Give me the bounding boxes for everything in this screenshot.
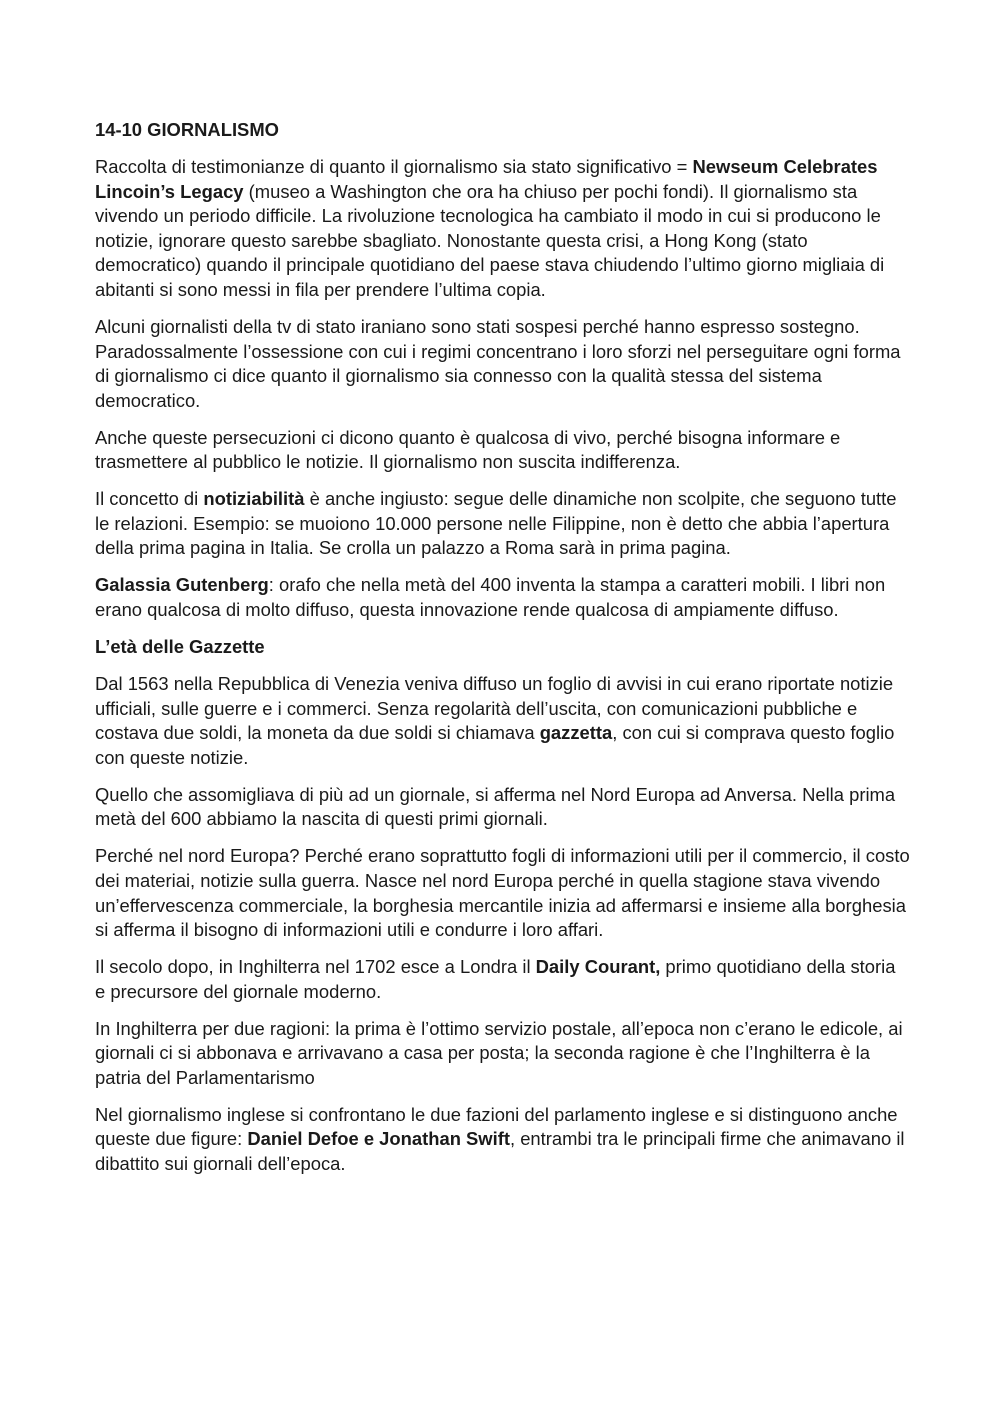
paragraph-defoe-swift [95,1103,910,1177]
paragraph-text: , con cui si comprava questo foglio con queste notizie. [95,722,895,768]
paragraph-gutenberg [95,573,910,622]
paragraph-newseum [95,155,910,303]
paragraph-text: : orafo che nella metà del 400 inventa la stampa a caratteri mobili. I libri non erano qualcosa di molto diffuso, questa innovazione rende qualcosa di ampiamente diffuso. [95,574,886,621]
paragraph-daily-courant [95,955,910,1004]
document-title: 14-10 GIORNALISMO [95,119,279,140]
paragraph-notiziabilita [95,487,910,561]
bold-term-gutenberg: Galassia Gutenberg [95,574,269,596]
paragraph-persecutions: Anche queste persecuzioni ci dicono quanto è qualcosa di vivo, perché bisogna informare e trasmettere al pubblico le notizie. Il giornalismo non suscita indifferenza. [95,426,841,473]
bold-term-defoe-swift: Daniel Defoe e Jonathan Swift [247,1128,510,1150]
paragraph-text: (museo a Washington che ora ha chiuso per pochi fondi). Il giornalismo sta vivendo un periodo difficile. La rivoluzione tecnologica ha cambiato il modo in cui si producono le notizie, ignorare questo sarebbe sbagliato. Nonostante questa crisi, a Hong Kong (stato democratico) quando il principale quotidiano del paese stava chiudendo l’ultimo giorno migliaia di abitanti si sono messi in fila per prendere l’ultima copia. [95,180,885,300]
paragraph-anversa: Quello che assomigliava di più ad un giornale, si afferma nel Nord Europa ad Anversa. Nella prima metà del 600 abbiamo la nascita di questi primi giornali. [95,783,896,830]
paragraph-text: Il secolo dopo, in Inghilterra nel 1702 esce a Londra il [95,956,536,978]
paragraph-text: Dal 1563 nella Repubblica di Venezia veniva diffuso un foglio di avvisi in cui erano riportate notizie ufficiali, sulle guerre e i commerci. Senza regolarità dell’uscita, con comunicazioni pubbliche e costava due soldi, la moneta da due soldi si chiamava [95,673,894,744]
paragraph-text: Raccolta di testimonianze di quanto il giornalismo sia stato significativo = [95,155,693,177]
paragraph-text: , entrambi tra le principali firme che animavano il dibattito sui giornali dell’epoca. [95,1128,905,1175]
bold-term-daily-courant: Daily Courant, [535,956,661,978]
paragraph-text: è anche ingiusto: segue delle dinamiche non scolpite, che seguono tutte le relazioni. Esempio: se muoiono 10.000 persone nelle Filippine, non è detto che abbia l’apertura della prima pagina in Italia. Se crolla un palazzo a Roma sarà in prima pagina. [95,488,897,559]
paragraph-text: Nel giornalismo inglese si confrontano le due fazioni del parlamento inglese e si distinguono anche queste due figure: [95,1103,898,1150]
section-heading-gazzette: L’età delle Gazzette [95,636,265,658]
paragraph-nord-europa: Perché nel nord Europa? Perché erano soprattutto fogli di informazioni utili per il commercio, il costo dei materiai, notizie sulla guerra. Nasce nel nord Europa perché in quella stagione stava vivendo un’effervescenza commerciale, la borghesia mercantile inizia ad affermarsi e insieme alla borghesia si afferma il bisogno di informazioni utili e condurre i loro affari. [95,845,910,941]
paragraph-text: Il concetto di [95,488,204,510]
bold-term-gazzetta: gazzetta [539,722,613,744]
paragraph-text: primo quotidiano della storia e precursore del giornale moderno. [95,956,896,1002]
paragraph-inghilterra: In Inghilterra per due ragioni: la prima è l’ottimo servizio postale, all’epoca non c’erano le edicole, ai giornali ci si abbonava e arrivavano a casa per posta; la seconda ragione è che l’Inghilterra è la patria del Parlamentarismo [95,1017,903,1088]
bold-term-notiziabilita: notiziabilità [203,488,305,510]
paragraph-iran-journalists: Alcuni giornalisti della tv di stato iraniano sono stati sospesi perché hanno espresso sostegno. Paradossalmente l’ossessione con cui i regimi concentrano i loro sforzi nel perseguitare ogni forma di giornalismo ci dice quanto il giornalismo sia connesso con la qualità stessa del sistema democratico. [95,315,901,411]
paragraph-venezia [95,672,910,770]
document-page [95,118,910,1189]
bold-term-newseum: Newseum Celebrates Lincoin’s Legacy [95,155,878,202]
